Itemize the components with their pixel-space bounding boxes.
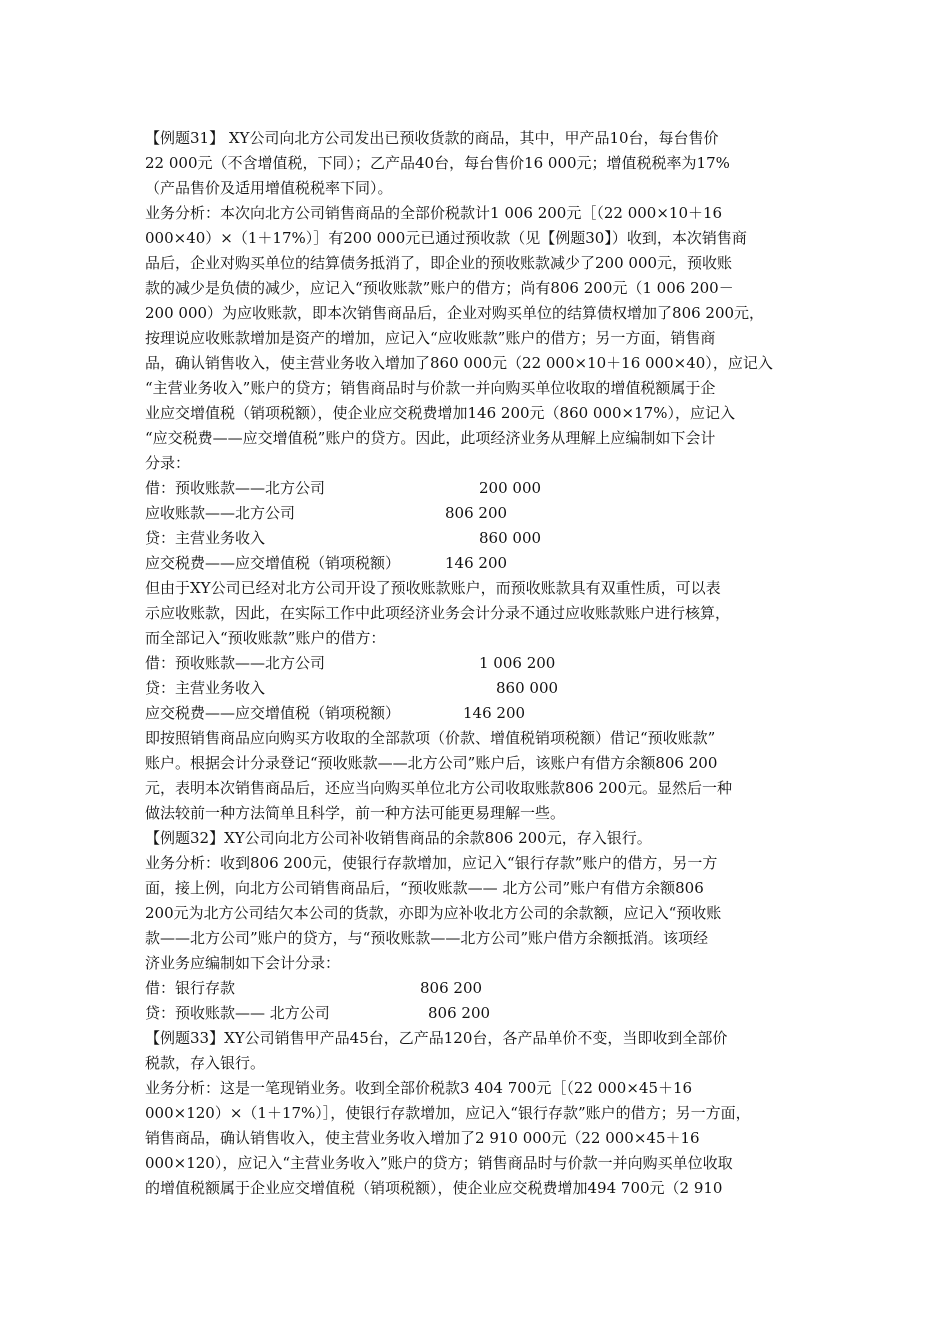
- entry-row: [145, 976, 815, 1001]
- journal-entry-3: [145, 976, 815, 1026]
- entry-amount: 806 200: [420, 979, 483, 997]
- text-line: 元，表明本次销售商品后，还应当向购买单位北方公司收取账款806 200元。显然后一种: [145, 779, 733, 797]
- entry-amount: 146 200: [445, 554, 508, 572]
- text-line: 000×40）×（1＋17%）］有200 000元已通过预收款（见【例题30】）收到，本次销售商: [145, 229, 747, 247]
- text-line: 000×120）×（1＋17%）］，使银行存款增加，应记入“银行存款”账户的借方；另一方面，: [145, 1104, 751, 1122]
- text-line: 济业务应编制如下会计分录：: [145, 954, 341, 972]
- text-line: “应交税费——应交增值税”账户的贷方。因此，此项经济业务从理解上应编制如下会计: [145, 429, 716, 447]
- entry-account: 借：预收账款——北方公司: [145, 479, 326, 497]
- text-line: 款的减少是负债的减少，应记入“预收账款”账户的借方；尚有806 200元（1 006 200－: [145, 279, 734, 297]
- journal-entry-1: [145, 476, 815, 576]
- entry-account: 贷：主营业务收入: [145, 529, 266, 547]
- entry-row: [145, 676, 815, 701]
- entry-amount: 860 000: [479, 529, 542, 547]
- text-line: 业务分析：本次向北方公司销售商品的全部价税款计1 006 200元［（22 000×10＋16: [145, 204, 723, 222]
- text-line: 业务分析：收到806 200元，使银行存款增加，应记入“银行存款”账户的借方，另一方: [145, 854, 718, 872]
- text-line: 税款，存入银行。: [145, 1054, 266, 1072]
- example-31-text: [145, 126, 815, 476]
- text-line: 品后，企业对购买单位的结算债务抵消了，即企业的预收账款减少了200 000元，预收账: [145, 254, 733, 272]
- alternative-method-text: [145, 576, 815, 651]
- text-line: 销售商品，确认销售收入，使主营业务收入增加了2 910 000元（22 000×45＋16: [145, 1129, 700, 1147]
- text-line: 【例题33】XY公司销售甲产品45台，乙产品120台，各产品单价不变，当即收到全部价: [145, 1029, 728, 1047]
- entry-row: [145, 526, 815, 551]
- entry-row: [145, 701, 815, 726]
- entry-account: 贷：主营业务收入: [145, 679, 266, 697]
- text-line: 即按照销售商品应向购买方收取的全部款项（价款、增值税销项税额）借记“预收账款”: [145, 729, 716, 747]
- entry-row: [145, 1001, 815, 1026]
- journal-entry-2: [145, 651, 815, 726]
- text-line: 但由于XY公司已经对北方公司开设了预收账款账户，而预收账款具有双重性质，可以表: [145, 579, 721, 597]
- entry-amount: 200 000: [479, 479, 542, 497]
- entry-account: 应交税费——应交增值税（销项税额）: [145, 704, 401, 722]
- text-line: 业应交增值税（销项税额），使企业应交税费增加146 200元（860 000×17%），应记入: [145, 404, 735, 422]
- entry-row: [145, 501, 815, 526]
- entry-amount: 1 006 200: [479, 654, 556, 672]
- text-line: 的增值税额属于企业应交增值税（销项税额），使企业应交税费增加494 700元（2 910: [145, 1179, 723, 1197]
- text-line: 款——北方公司”账户的贷方，与“预收账款——北方公司”账户借方余额抵消。该项经: [145, 929, 709, 947]
- text-line: 示应收账款，因此，在实际工作中此项经济业务会计分录不通过应收账款账户进行核算，: [145, 604, 731, 622]
- text-line: 【例题31】 XY公司向北方公司发出已预收货款的商品，其中，甲产品10台，每台售价: [145, 129, 719, 147]
- entry-amount: 806 200: [428, 1004, 491, 1022]
- text-line: 200 000）为应收账款，即本次销售商品后，企业对购买单位的结算债权增加了806 200元，: [145, 304, 765, 322]
- text-line: 面，接上例，向北方公司销售商品后，“预收账款—— 北方公司”账户有借方余额806: [145, 879, 704, 897]
- entry-account: 应交税费——应交增值税（销项税额）: [145, 554, 401, 572]
- entry-account: 借：银行存款: [145, 979, 236, 997]
- entry-account: 借：预收账款——北方公司: [145, 654, 326, 672]
- text-line: 业务分析：这是一笔现销业务。收到全部价税款3 404 700元［（22 000×45＋16: [145, 1079, 693, 1097]
- entry-amount: 860 000: [496, 679, 559, 697]
- entry-row: [145, 551, 815, 576]
- entry-row: [145, 651, 815, 676]
- example-33-text: [145, 1026, 815, 1201]
- entry-amount: 806 200: [445, 504, 508, 522]
- entry-row: [145, 476, 815, 501]
- text-line: 22 000元（不含增值税，下同）；乙产品40台，每台售价16 000元；增值税税率为17%: [145, 154, 730, 172]
- entry-account: 贷：预收账款—— 北方公司: [145, 1004, 330, 1022]
- text-line: “主营业务收入”账户的贷方；销售商品时与价款一并向购买单位收取的增值税额属于企: [145, 379, 716, 397]
- example-32-text: [145, 726, 815, 976]
- entry-amount: 146 200: [463, 704, 526, 722]
- entry-account: 应收账款——北方公司: [145, 504, 296, 522]
- document-body: [145, 126, 815, 1201]
- text-line: 【例题32】XY公司向北方公司补收销售商品的余款806 200元，存入银行。: [145, 829, 652, 847]
- text-line: 200元为北方公司结欠本公司的货款，亦即为应补收北方公司的余款额，应记入“预收账: [145, 904, 722, 922]
- text-line: 账户。根据会计分录登记“预收账款——北方公司”账户后，该账户有借方余额806 200: [145, 754, 718, 772]
- text-line: 000×120），应记入“主营业务收入”账户的贷方；销售商品时与价款一并向购买单位收取: [145, 1154, 733, 1172]
- text-line: （产品售价及适用增值税税率下同）。: [145, 179, 393, 197]
- text-line: 做法较前一种方法简单且科学，前一种方法可能更易理解一些。: [145, 804, 566, 822]
- text-line: 按理说应收账款增加是资产的增加，应记入“应收账款”账户的借方；另一方面，销售商: [145, 329, 716, 347]
- text-line: 而全部记入“预收账款”账户的借方：: [145, 629, 386, 647]
- text-line: 分录：: [145, 454, 191, 472]
- text-line: 品，确认销售收入，使主营业务收入增加了860 000元（22 000×10＋16 000×40），应记入: [145, 354, 773, 372]
